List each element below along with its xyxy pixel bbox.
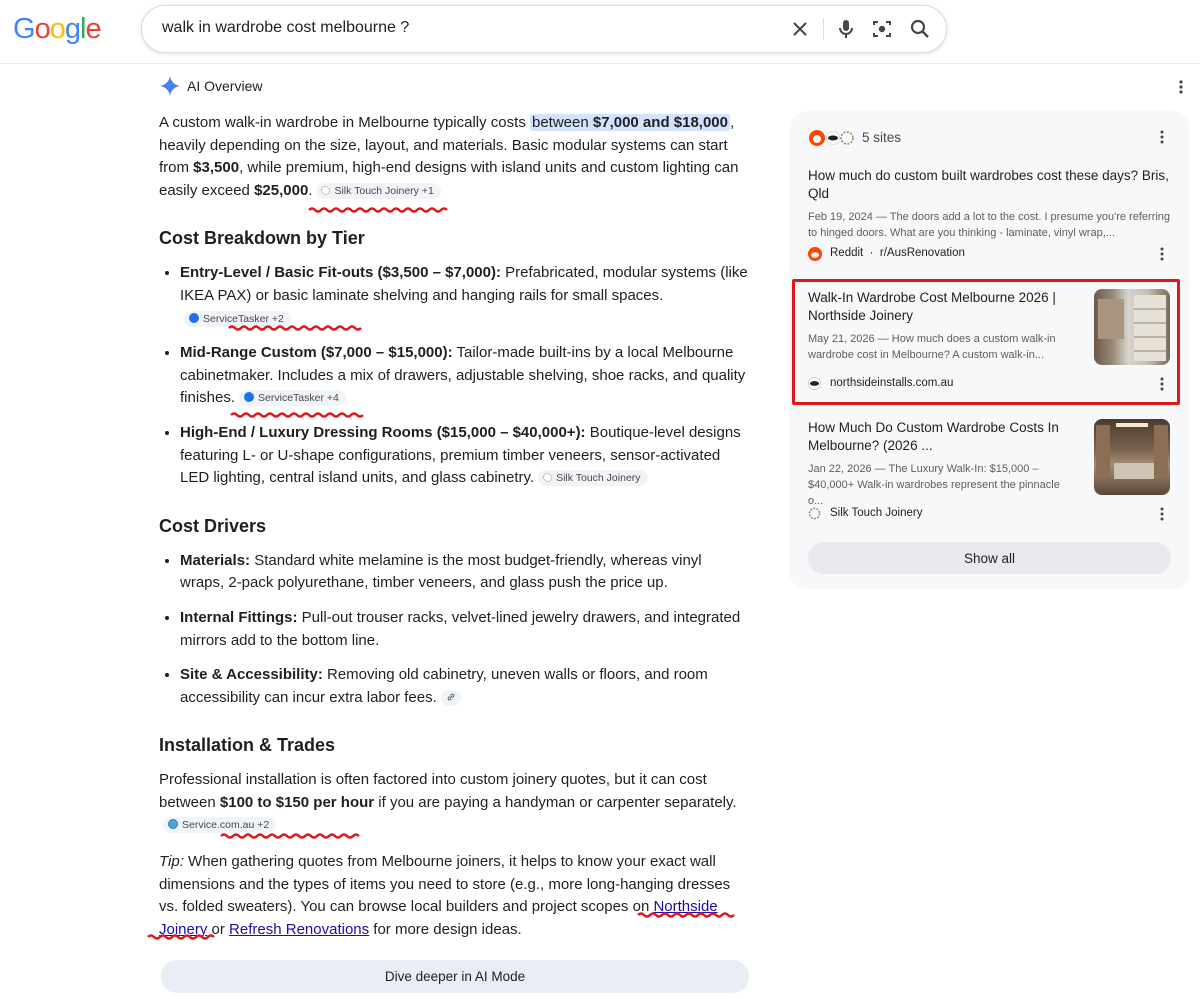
drivers-list — [159, 550, 749, 710]
source-card-silk-touch[interactable] — [808, 419, 1078, 509]
more-options-icon[interactable] — [1154, 506, 1170, 522]
clear-icon[interactable] — [788, 17, 812, 41]
section-heading: Cost Drivers — [159, 515, 267, 536]
site-favicons-icon — [808, 128, 858, 148]
source-card-reddit[interactable] — [808, 167, 1171, 241]
dive-deeper-button[interactable]: Dive deeper in AI Mode — [161, 960, 749, 993]
list-item: • High-End / Luxury Dressing Rooms ($15,000 – $40,000+): Boutique-level designs featuring L- or U-shape configurations, premium timber veneers, sensor-activated LED lighting, central island units, and glass cabinetry. Silk Touch Joinery — [180, 422, 749, 490]
red-squiggle-underline — [228, 325, 362, 331]
source-chip[interactable]: Silk Touch Joinery +1 — [316, 183, 440, 199]
more-options-icon[interactable] — [1154, 246, 1170, 262]
reddit-icon — [808, 247, 822, 261]
microphone-icon[interactable] — [834, 17, 858, 41]
sites-count: 5 sites — [862, 130, 902, 145]
red-annotation-box — [792, 279, 1180, 405]
silk-touch-favicon-icon — [808, 507, 821, 520]
source-site: northsideinstalls.com.au — [830, 377, 954, 389]
section-heading: Installation & Trades — [159, 735, 336, 756]
google-logo[interactable]: Google — [13, 13, 101, 45]
source-title[interactable]: How much do custom built wardrobes cost these days? Bris, Qld — [808, 168, 1169, 201]
show-all-button[interactable]: Show all — [808, 542, 1171, 574]
highlighted-range: between $7,000 and $18,000 — [532, 114, 728, 131]
camera-lens-icon[interactable] — [870, 17, 894, 41]
list-item: • Materials: Standard white melamine is the most budget-friendly, whereas vinyl wraps, 2-pack polyurethane, timber veneers, and glass push the price up. — [180, 550, 749, 595]
tier-list — [159, 262, 749, 489]
search-input[interactable] — [160, 18, 764, 38]
source-chip[interactable]: ServiceTasker +2 — [184, 311, 291, 327]
dressing-room-thumbnail[interactable] — [1094, 419, 1170, 495]
list-item: • Internal Fittings: Pull-out trouser racks, velvet-lined jewelry drawers, and integrated mirrors add to the bottom line. — [180, 607, 749, 652]
sparkle-icon — [159, 75, 181, 97]
source-title[interactable]: Walk-In Wardrobe Cost Melbourne 2026 | Northside Joinery — [808, 290, 1056, 323]
source-chip[interactable]: ServiceTasker +4 — [239, 390, 346, 406]
servicetasker-icon — [244, 392, 254, 402]
refresh-renovations-link[interactable]: Refresh Renovations — [229, 920, 370, 938]
northside-joinery-link[interactable]: Northside Joinery — [159, 898, 718, 938]
link-icon — [446, 692, 456, 702]
search-icon[interactable] — [908, 17, 932, 41]
search-header — [0, 0, 1200, 64]
list-item: • Entry-Level / Basic Fit-outs ($3,500 – $7,000): Prefabricated, modular systems (like IKEA PAX) or basic laminate shelving and hanging rails for small spaces.ServiceTasker +2 — [180, 262, 749, 330]
source-chip[interactable]: Service.com.au +2 — [163, 817, 276, 833]
list-item: • Site & Accessibility: Removing old cabinetry, uneven walls or floors, and room accessibility can incur extra labor fees. — [180, 664, 749, 709]
link-chip[interactable] — [441, 690, 461, 706]
source-site: Reddit · r/AusRenovation — [830, 247, 965, 259]
source-chip[interactable]: Silk Touch Joinery — [538, 470, 647, 486]
red-squiggle-underline — [147, 934, 219, 940]
more-options-icon[interactable] — [1172, 78, 1190, 96]
silk-touch-icon — [543, 473, 552, 482]
silk-touch-icon — [321, 186, 330, 195]
tip-paragraph: Tip: When gathering quotes from Melbourne joiners, it helps to know your exact wall dimensions and the types of items you need to store (e.g., more long-hanging dresses vs. folded sweaters). You can browse local builders and project scopes on Northside Joinery or Refresh Renovations for more design ideas. — [159, 853, 731, 938]
source-site: Silk Touch Joinery — [830, 507, 923, 519]
list-item: • Mid-Range Custom ($7,000 – $15,000): Tailor-made built-ins by a local Melbourne cabinetmaker. Includes a mix of drawers, adjustable shelving, shoe racks, and quality finishes. ServiceTasker +4 — [180, 342, 749, 410]
red-squiggle-underline — [220, 833, 360, 839]
red-squiggle-underline — [308, 207, 448, 213]
ai-overview-label: AI Overview — [187, 78, 263, 94]
source-snippet: Feb 19, 2024 — The doors add a lot to the cost. I presume you're referring to hinged doors. What are you thinking - laminate, vinyl wrap,... — [808, 211, 1171, 239]
source-title[interactable]: How Much Do Custom Wardrobe Costs In Melbourne? (2026 ... — [808, 420, 1059, 453]
section-heading: Cost Breakdown by Tier — [159, 228, 365, 249]
red-squiggle-underline — [637, 912, 739, 918]
install-paragraph: Professional installation is often factored into custom joinery quotes, but it can cost between $100 to $150 per hour if you are paying a handyman or carpenter separately.Service.com.au +2 — [159, 771, 737, 832]
search-box — [141, 5, 947, 53]
dressing-room-image-icon — [1094, 419, 1170, 495]
source-snippet: Jan 22, 2026 — The Luxury Walk-In: $15,000 – $40,000+ Walk-in wardrobes represent the pinnacle o... — [808, 463, 1060, 507]
more-options-icon[interactable] — [1154, 129, 1170, 145]
servicetasker-icon — [189, 313, 199, 323]
intro-paragraph: A custom walk-in wardrobe in Melbourne typically costs between $7,000 and $18,000 , heavily depending on the size, layout, and materials. Basic modular systems can start from $3,500, while premium, high-end designs with island units and custom lighting can easily exceed $25,000. Silk Touch Joinery +1 — [159, 114, 739, 199]
ai-overview-body — [159, 112, 749, 941]
source-snippet: May 21, 2026 — How much does a custom walk-in wardrobe cost in Melbourne? A custom walk-in... — [808, 333, 1056, 361]
search-divider — [823, 18, 824, 40]
red-squiggle-underline — [230, 412, 368, 418]
service-com-au-icon — [168, 819, 178, 829]
